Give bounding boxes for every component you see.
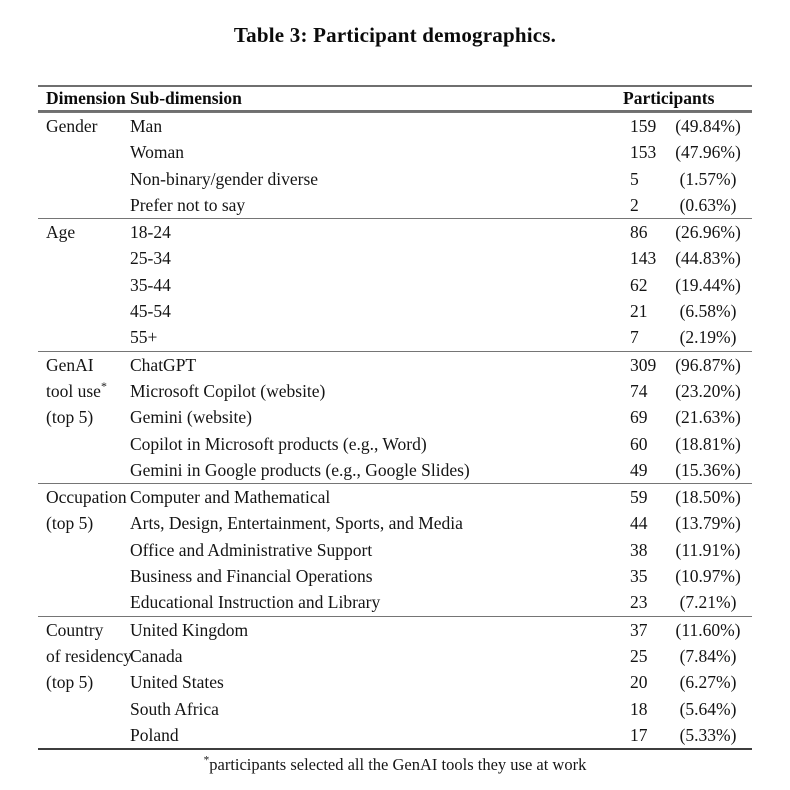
count-cell: 62 [630,274,648,295]
section-gender [38,112,752,218]
count-cell: 2 [630,194,639,215]
table-bottom-rule [38,748,752,750]
sub-dimension-cell: Prefer not to say [130,194,246,215]
header-sub-dimension: Sub-dimension [130,88,242,108]
sub-dimension-cell: Non-binary/gender diverse [130,168,319,189]
table-row [130,139,752,165]
sub-dimension-cell: South Africa [130,698,219,719]
dimension-label-country [38,617,133,748]
count-cell: 86 [630,222,648,243]
sub-dimension-cell: 25-34 [130,248,171,269]
count-cell: 20 [630,672,648,693]
percent-cell: (13.79%) [675,513,741,534]
table-caption: Table 3: Participant demographics. [233,23,557,47]
sub-dimension-cell: Poland [130,724,179,745]
percent-cell: (96.87%) [675,354,741,375]
table-row [130,192,752,218]
table-row [130,510,752,536]
section-rows [130,113,752,218]
count-cell: 309 [630,354,657,375]
footnote-text: participants selected all the GenAI tools they use at work [209,755,587,775]
count-cell: 153 [630,142,657,163]
dimension-text: (top 5) [46,513,94,534]
sub-dimension-cell: Business and Financial Operations [130,566,373,587]
dimension-label-gender [38,113,130,218]
count-cell: 60 [630,433,648,454]
count-cell: 74 [630,380,648,401]
footnote-marker: * [100,379,107,394]
percent-cell: (47.96%) [675,142,741,163]
percent-cell: (11.91%) [675,539,741,560]
table-row [130,643,752,669]
dimension-text: of residency [46,645,133,666]
dimension-line [46,113,130,139]
count-cell: 23 [630,592,648,613]
percent-cell: (15.36%) [675,459,741,480]
dimension-line [46,484,130,510]
count-cell: 5 [630,168,639,189]
count-cell: 69 [630,407,648,428]
table-row [130,404,752,430]
sub-dimension-cell: Computer and Mathematical [130,487,331,508]
dimension-text: Age [46,222,76,243]
percent-cell: (11.60%) [675,619,741,640]
section-rows [130,484,752,615]
count-cell: 143 [630,248,657,269]
percent-cell: (6.58%) [679,301,737,322]
percent-cell: (7.84%) [679,645,737,666]
dimension-line [46,378,130,404]
count-cell: 21 [630,301,648,322]
percent-cell: (6.27%) [679,672,737,693]
dimension-text: (top 5) [46,407,94,428]
count-cell: 18 [630,698,648,719]
section-country [38,616,752,748]
percent-cell: (7.21%) [679,592,737,613]
table-row [130,166,752,192]
section-rows [130,352,752,483]
sub-dimension-cell: Educational Instruction and Library [130,592,381,613]
count-cell: 35 [630,566,648,587]
count-cell: 25 [630,645,648,666]
sub-dimension-cell: Woman [130,142,184,163]
percent-cell: (5.33%) [679,724,737,745]
table-header-row [38,85,752,112]
count-cell: 38 [630,539,648,560]
header-participants: Participants [623,88,715,108]
table-row [130,669,752,695]
table-row [130,272,752,298]
sub-dimension-cell: 55+ [130,327,158,348]
table-row [130,563,752,589]
table-row [130,378,752,404]
sub-dimension-cell: 18-24 [130,222,171,243]
table-row [130,589,752,615]
dimension-text: GenAI [46,354,94,375]
table-row [130,113,752,139]
sub-dimension-cell: United States [130,672,224,693]
table-row [130,431,752,457]
dimension-label-age [38,219,130,350]
percent-cell: (18.50%) [675,487,741,508]
table-row [130,722,752,748]
percent-cell: (2.19%) [679,327,737,348]
table-row [130,324,752,350]
percent-cell: (18.81%) [675,433,741,454]
dimension-text: Country [46,619,104,640]
percent-cell: (10.97%) [675,566,741,587]
sub-dimension-cell: Gemini in Google products (e.g., Google Slides) [130,459,470,480]
percent-cell: (26.96%) [675,222,741,243]
dimension-label-genai [38,352,130,483]
count-cell: 159 [630,116,657,136]
sub-dimension-cell: Canada [130,645,183,666]
dimension-text: (top 5) [46,672,94,693]
dimension-line [46,669,130,695]
section-genai-tool-use [38,351,752,483]
header-dimension: Dimension [46,88,126,108]
section-rows [130,617,752,748]
count-cell: 59 [630,487,648,508]
dimension-line [46,643,133,669]
demographics-table [38,85,752,775]
count-cell: 17 [630,724,648,745]
percent-cell: (23.20%) [675,380,741,401]
dimension-text: Occupation [46,487,127,508]
table-row [130,484,752,510]
count-cell: 37 [630,619,648,640]
dimension-line [46,510,130,536]
count-cell: 44 [630,513,648,534]
percent-cell: (0.63%) [679,194,737,215]
percent-cell: (49.84%) [675,116,741,136]
count-cell: 49 [630,459,648,480]
table-row [130,617,752,643]
sub-dimension-cell: 45-54 [130,301,171,322]
table-footnote [38,755,752,775]
percent-cell: (1.57%) [679,168,737,189]
sub-dimension-cell: Arts, Design, Entertainment, Sports, and Media [130,513,463,534]
dimension-line [46,219,130,245]
percent-cell: (19.44%) [675,274,741,295]
sub-dimension-cell: Man [130,116,163,136]
count-cell: 7 [630,327,639,348]
sub-dimension-cell: United Kingdom [130,619,249,640]
sub-dimension-cell: Office and Administrative Support [130,539,373,560]
sub-dimension-cell: 35-44 [130,274,171,295]
sub-dimension-cell: ChatGPT [130,354,197,375]
sub-dimension-cell: Microsoft Copilot (website) [130,380,326,401]
table-row [130,696,752,722]
dimension-line [46,404,130,430]
percent-cell: (5.64%) [679,698,737,719]
percent-cell: (44.83%) [675,248,741,269]
dimension-line [46,617,130,643]
percent-cell: (21.63%) [675,407,741,428]
footnote-marker: * [203,754,210,767]
sub-dimension-cell: Gemini (website) [130,407,252,428]
table-row [130,457,752,483]
dimension-text: Gender [46,116,98,136]
dimension-line [46,352,130,378]
section-occupation [38,483,752,615]
dimension-label-occupation [38,484,130,615]
table-row [130,352,752,378]
table-row [130,298,752,324]
dimension-text: tool use [46,380,101,401]
section-rows [130,219,752,350]
table-row [130,245,752,271]
table-row [130,219,752,245]
section-age [38,218,752,350]
table-row [130,537,752,563]
sub-dimension-cell: Copilot in Microsoft products (e.g., Word) [130,433,427,454]
